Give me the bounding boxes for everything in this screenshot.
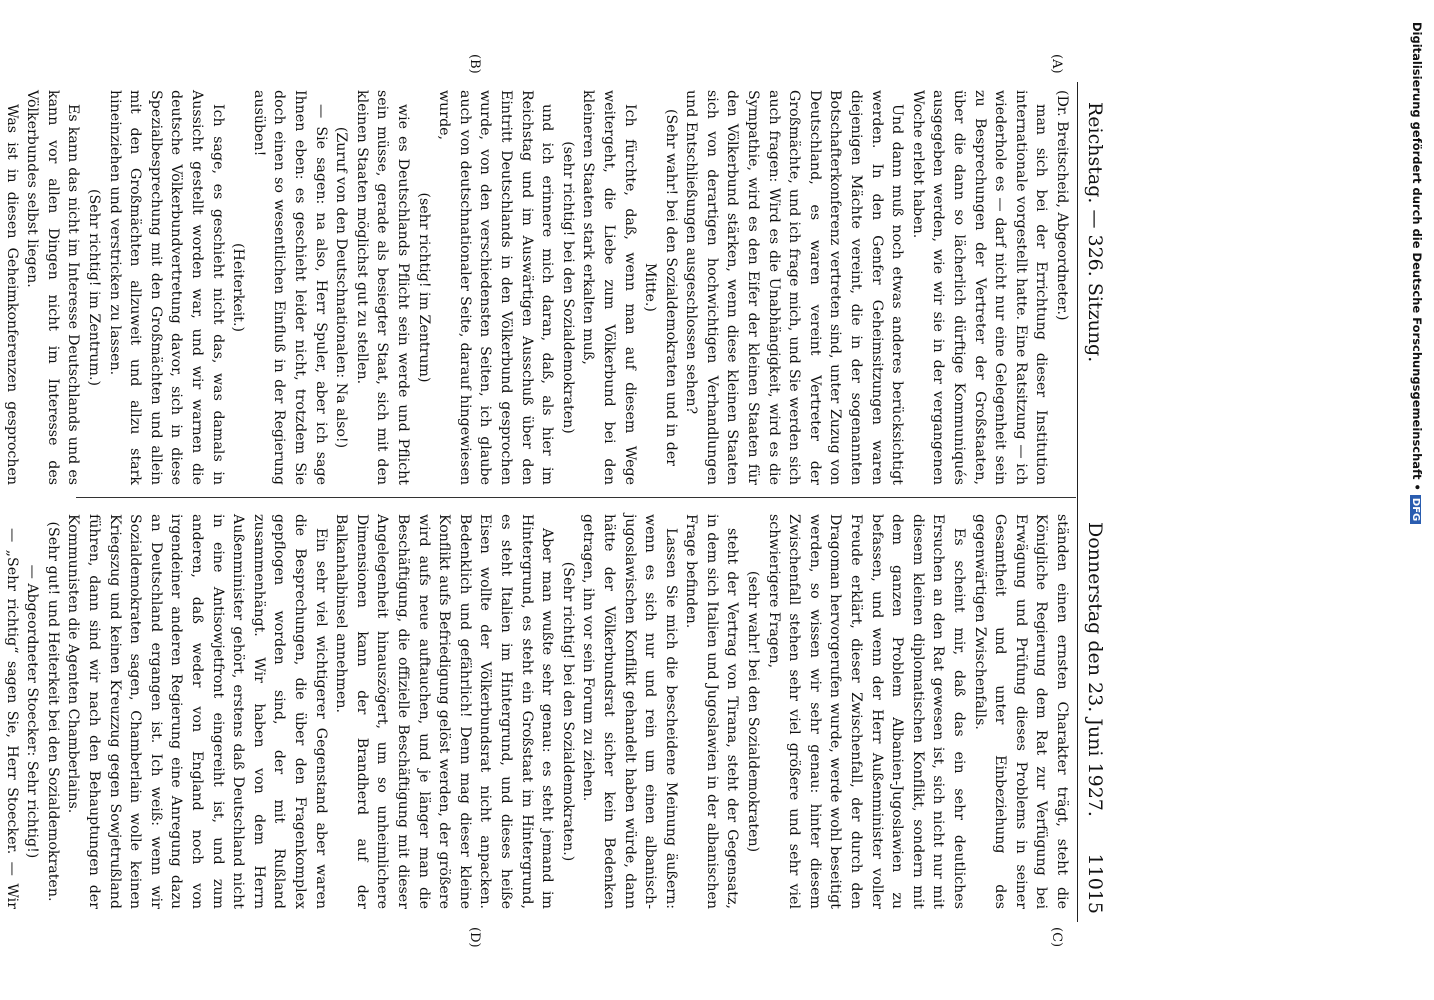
left-column-paragraph: Es kann das nicht im Interesse Deutschlands und es kann vor allen Dingen nicht im Interesse des Völkerbundes selbst liegen. [24, 90, 82, 485]
right-column-paragraph: ständen einen ernsten Charakter trägt, steht die Königliche Regierung dem Rat zur Verfügung bei Erwägung und Prüfung dieses Problems in seiner Gesamtheit und unter Einbeziehung des gegenwärtigen Zwischenfalls. [971, 514, 1070, 909]
right-column-paragraph: — „Sehr richtig“ sagen Sie, Herr Stoecker. — Wir [3, 528, 20, 909]
left-column-paragraph: (Sehr wahr! bei den Sozialdemokraten und in der Mitte.) [642, 108, 679, 467]
left-column-paragraph: und ich erinnere mich daran, daß, als hier im Reichstag und im Auswärtigen Ausschuß über den Eintritt Deutschlands in den Völkerbund gesprochen wurde, von den verschiedensten Seiten, ich glaube auch von deutschnationaler Seite, darauf hingewiesen wurde, [436, 90, 556, 485]
right-column [0, 514, 1072, 909]
margin-marker-b: (B) [467, 54, 482, 74]
left-column-paragraph: (Zuruf von den Deutschnationalen: Na also!) [333, 126, 350, 449]
right-column-paragraph: steht der Vertrag von Tirana, steht der Gegensatz, in dem sich Italien und Jugoslawien in der albanischen Frage befinden. [683, 514, 741, 909]
margin-marker-a: (A) [1049, 54, 1064, 74]
credit-text: Digitalisierung gefördert durch die Deutsche Forschungsgemeinschaft • [1410, 22, 1424, 491]
left-column-paragraph: (Sehr richtig! im Zentrum.) [86, 188, 103, 387]
column-divider [76, 497, 1076, 498]
left-column-paragraph: man sich bei der Errichtung dieser Institution internationale vorgestellt hatte. Eine Ratsitzung — ich wiederhole es — darf nicht nur eine Gelegenheit sein zu Besprechungen der Vertreter der Großstaaten, über die dann so lächerlich dürftige Kommuniqués ausgegeben werden, wie wir sie in der vergangenen Woche erlebt haben. [909, 90, 1050, 485]
left-column [0, 90, 1072, 485]
left-column-paragraph: Ich sage, es geschieht nicht das, was damals in Aussicht gestellt worden war, und wir warnen die deutsche Völkerbundvertretung davor, sich in diese Spezialbesprechung mit den Großmächten und allein mit den Großmächten allzuweit und allzu stark hineinziehen und verstricken zu lassen. [106, 90, 226, 485]
left-column-paragraph: (sehr richtig! im Zentrum) [415, 192, 432, 383]
right-column-paragraph: (Sehr gut! und Heiterkeit bei den Sozialdemokraten. — Abgeordneter Stoecker: Sehr richtig!) [24, 521, 61, 902]
left-column-paragraph: (Dr. Breitscheid, Abgeordneter.) [1054, 90, 1070, 321]
header-left: Reichstag. — 326. Sitzung. [1084, 102, 1106, 363]
right-column-paragraph: Aber man wußte sehr genau: es steht jemand im Hintergrund, es steht ein Großstaat im Hintergrund, es steht Italien im Hintergrund, und dieses heiße Eisen wollte der Völkerbundsrat nicht anpacken. Bedenklich und gefährlich! Denn mag dieser kleine Konflikt aufs Befriedigung gelöst werden, der größere wird aufs neue auftauchen, und je länger man die Beschäftigung, die offizielle Beschäftigung mit dieser Angelegenheit hinauszögert, um so unheimlichere Dimensionen kann der Brandherd auf der Balkanhalbinsel annehmen. [333, 514, 556, 909]
left-column-paragraph: (Heiterkeit.) [230, 243, 247, 332]
rotated-page-content [0, 54, 1112, 948]
page-header [1077, 82, 1112, 922]
margin-marker-c: (C) [1049, 927, 1064, 948]
right-column-paragraph: (Sehr richtig! bei den Sozialdemokraten.) [559, 561, 576, 862]
page-number: 11015 [1084, 853, 1106, 914]
right-column-paragraph: Es scheint mir, daß das ein sehr deutliches Ersuchen an den Rat gewesen ist, sich nicht nur mit diesem kleinen diplomatischen Konflikt, sondern mit dem ganzen Problem Albanien-Jugoslawien zu befassen, und wenn der Herr Außenminister voller Freude erklärt, dieser Zwischenfall, der durch den Dragoman hervorgerufen wurde, werde wohl beseitigt werden, so wissen wir sehr genau: hinter diesem Zwischenfall stehen sehr viel größere und sehr viel schwierigere Fragen, [765, 514, 968, 909]
right-column-paragraph: Ein sehr viel wichtigerer Gegenstand aber waren die Besprechungen, die über den Fragenkomplex gepflogen worden sind, der mit Rußland zusammenhängt. Wir haben von dem Herrn Außenminister gehört, erstens daß Deutschland nicht in eine Antisowjetfront eingereiht ist, und zum anderen, daß weder von England noch von irgendeiner anderen Regierung eine Anregung dazu an Deutschland ergangen ist. Ich weiß: wenn wir Sozialdemokraten sagen, Chamberlain wolle keinen Kriegszug und keinen Kreuzzug gegen Sowjetrußland führen, dann sind wir nach den Behauptungen der Kommunisten die Agenten Chamberlains. [65, 514, 329, 909]
dfg-logo: DFG [1410, 495, 1421, 524]
margin-marker-d: (D) [467, 927, 482, 948]
right-column-paragraph: (sehr wahr! bei den Sozialdemokraten) [745, 570, 762, 853]
left-column-paragraph: Ich fürchte, daß, wenn man auf diesem Wege weitergeht, die Liebe zum Völkerbund bei den kleineren Staaten stark erkalten muß, [580, 90, 638, 485]
left-column-paragraph: Was ist in diesen Geheimkonferenzen gesprochen [3, 104, 20, 485]
digitization-credit [1408, 22, 1424, 812]
left-column-paragraph: — Sie sagen: na also, Herr Spuler, aber ich sage Ihnen eben: es geschieht leider nicht, trotzdem Sie doch einen so wesentlichen Einfluß in der Regierung ausüben! [250, 90, 329, 485]
header-date: Donnerstag den 23. Juni 1927. [1084, 522, 1106, 817]
left-column-paragraph: (sehr richtig! bei den Sozialdemokraten) [559, 141, 576, 434]
right-column-paragraph: Lassen Sie mich die bescheidene Meinung äußern: wenn es sich nur und rein um einen albanisch-jugoslawischen Konflikt gehandelt haben würde, dann hätte der Völkerbundsrat sicher kein Bedenken getragen, ihn vor sein Forum zu ziehen. [580, 514, 679, 909]
left-column-paragraph: Und dann muß noch etwas anderes berücksichtigt werden. In den Genfer Geheimsitzungen waren diejenigen Mächte vereint, die in der sogenannten Botschafterkonferenz vertreten sind, unter Zuzug von Deutschland, es waren vereint Vertreter der Großmächte, und ich frage mich, und Sie werden sich auch fragen: Wird es die Unabhängigkeit, wird es die Sympathie, wird es den Eifer der kleinen Staaten für den Völkerbund stärken, wenn diese kleinen Staaten sich von derartigen hochwichtigen Verhandlungen und Entschließungen ausgeschlossen sehen? [683, 90, 906, 485]
left-column-paragraph: wie es Deutschlands Pflicht sein werde und Pflicht sein müsse, gerade als besiegter Staat, sich mit den kleinen Staaten möglichst gut zu stellen. [353, 90, 411, 485]
